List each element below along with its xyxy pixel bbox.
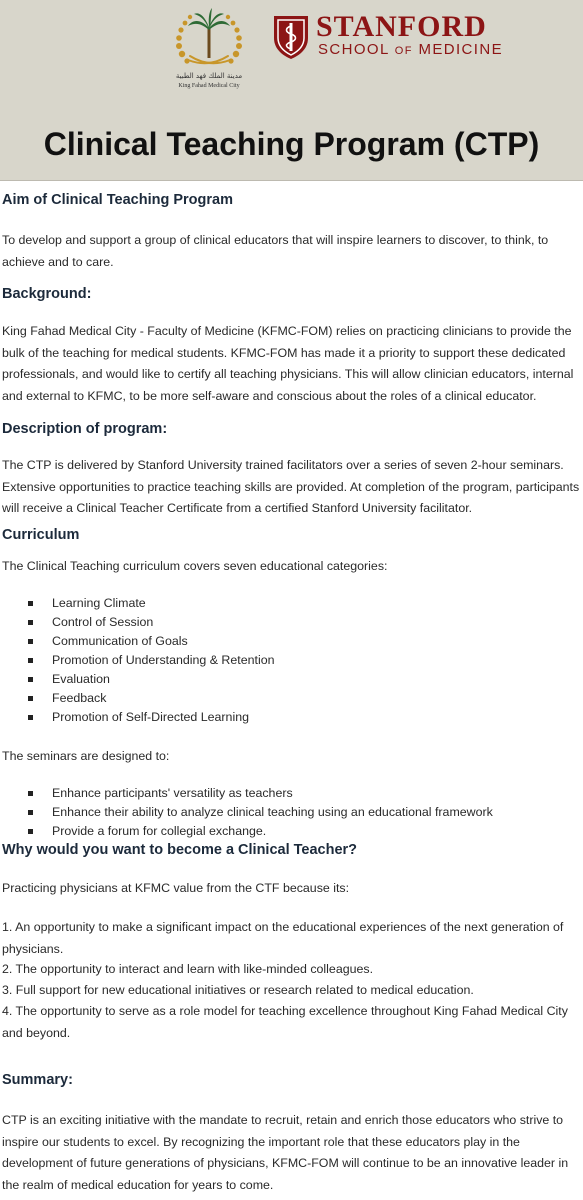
- goal-label: Enhance their ability to analyze clinical teaching using an educational framework: [52, 805, 493, 819]
- why-intro: Practicing physicians at KFMC value from the CTF because its:: [2, 881, 350, 895]
- bullet-icon: [28, 829, 33, 834]
- goal-label: Enhance participants' versatility as teachers: [52, 786, 293, 800]
- bullet-icon: [28, 677, 33, 682]
- category-label: Feedback: [52, 691, 107, 705]
- kfmc-logo: [168, 4, 250, 94]
- category-label: Communication of Goals: [52, 634, 188, 648]
- why-heading: Why would you want to become a Clinical Teacher?: [2, 842, 358, 858]
- list-item: [2, 822, 493, 841]
- list-item: [2, 708, 274, 727]
- of-word: OF: [394, 45, 413, 57]
- background-text: King Fahad Medical City - Faculty of Medicine (KFMC-FOM) relies on practicing clinicians to provide the bulk of the teaching for medical students. KFMC-FOM has made it a priority to support these dedicated professionals, and would like to certify all teaching physicians. This will allow clinician educators, internal and external to KFMC, to be more self-aware and conscious about the roles of a clinical educator.: [2, 324, 574, 403]
- bullet-icon: [28, 601, 33, 606]
- list-item: [2, 803, 493, 822]
- school-word: SCHOOL: [318, 41, 390, 58]
- stanford-school-line: [318, 41, 503, 60]
- curriculum-intro: The Clinical Teaching curriculum covers seven educational categories:: [2, 559, 388, 573]
- category-label: Promotion of Understanding & Retention: [52, 653, 275, 667]
- bullet-icon: [28, 620, 33, 625]
- list-item: [2, 651, 274, 670]
- bullet-icon: [28, 715, 33, 720]
- description-heading: Description of program:: [2, 421, 168, 437]
- kfmc-arabic-name: مدينة الملك فهد الطبية: [175, 72, 243, 80]
- category-label: Learning Climate: [52, 596, 146, 610]
- goal-label: Provide a forum for collegial exchange.: [52, 824, 267, 838]
- description-text: The CTP is delivered by Stanford University trained facilitators over a series of seven 2-hour seminars. Extensive opportunities to practice teaching skills are provided. At completion of the program, participants will receive a Clinical Teacher Certificate from a certified Stanford University facilitator.: [2, 458, 580, 515]
- category-label: Evaluation: [52, 672, 110, 686]
- stanford-wordmark: STANFORD: [316, 10, 487, 43]
- categories-list: [2, 594, 274, 727]
- list-item: [2, 613, 274, 632]
- bullet-icon: [28, 791, 33, 796]
- category-label: Control of Session: [52, 615, 154, 629]
- background-heading: Background:: [2, 286, 92, 302]
- aim-heading: Aim of Clinical Teaching Program: [2, 192, 233, 208]
- seminars-intro: The seminars are designed to:: [2, 749, 170, 763]
- seminar-goals-list: [2, 784, 493, 841]
- category-label: Promotion of Self-Directed Learning: [52, 710, 249, 724]
- stanford-seal: [272, 14, 310, 60]
- reason-item: 3. Full support for new educational initiatives or research related to medical education.: [2, 983, 474, 997]
- page-title: Clinical Teaching Program (CTP): [43, 126, 540, 162]
- bullet-icon: [28, 696, 33, 701]
- kfmc-english-name: King Fahad Medical City: [178, 83, 240, 89]
- summary-text: CTP is an exciting initiative with the mandate to recruit, retain and enrich those educators who strive to inspire our students to excel. By recognizing the important role that these educators play in the development of future generations of physicians, KFMC-FOM will continue to be an innovative leader in the realm of medical education for years to come.: [2, 1113, 569, 1192]
- medicine-word: MEDICINE: [418, 41, 503, 58]
- reason-item: 2. The opportunity to interact and learn with like-minded colleagues.: [2, 962, 374, 976]
- reason-item: 4. The opportunity to serve as a role model for teaching excellence throughout King Fahad Medical City and beyond.: [2, 1004, 568, 1040]
- header-banner: [0, 0, 583, 181]
- list-item: [2, 689, 274, 708]
- bullet-icon: [28, 639, 33, 644]
- reason-item: 1. An opportunity to make a significant impact on the educational experiences of the next generation of physicians.: [2, 920, 564, 956]
- bullet-icon: [28, 658, 33, 663]
- list-item: [2, 632, 274, 651]
- list-item: [2, 594, 274, 613]
- list-item: [2, 670, 274, 689]
- bullet-icon: [28, 810, 33, 815]
- aim-text: To develop and support a group of clinical educators that will inspire learners to discover, to think, to achieve and to care.: [2, 233, 549, 269]
- summary-heading: Summary:: [2, 1072, 73, 1088]
- list-item: [2, 784, 493, 803]
- curriculum-heading: Curriculum: [2, 527, 80, 543]
